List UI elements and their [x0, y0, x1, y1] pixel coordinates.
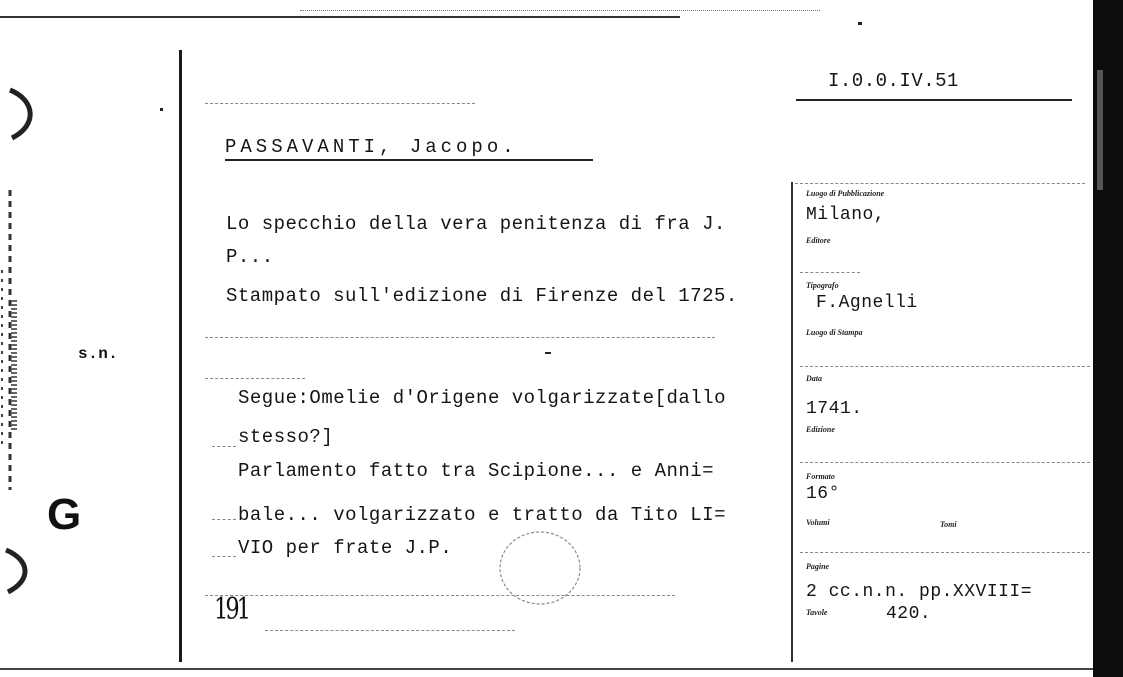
author-underline: [225, 159, 593, 161]
stray-mark: [858, 22, 862, 25]
classification-letter: G: [47, 490, 82, 539]
notes-line-1: Segue:Omelie d'Origene volgarizzate[dallo: [238, 387, 726, 409]
printer-value: F.Agnelli: [816, 293, 918, 313]
format-label: Formato: [806, 472, 835, 481]
field-divider: [800, 552, 1090, 553]
field-divider: [800, 462, 1090, 463]
guide-line: [205, 595, 675, 596]
handwritten-number: 191: [214, 592, 248, 627]
left-edge-binding: [0, 70, 40, 630]
print-place-label: Luogo di Stampa: [806, 328, 863, 337]
guide-line: [212, 446, 236, 447]
date-value: 1741.: [806, 399, 863, 419]
notes-line-4: bale... volgarizzato e tratto da Tito LI=: [238, 504, 726, 526]
guide-line: [212, 556, 236, 557]
margin-rule: [179, 50, 182, 662]
publisher-label: Editore: [806, 236, 831, 245]
author-heading: PASSAVANTI, Jacopo.: [225, 136, 518, 158]
top-edge-dots: [300, 10, 820, 11]
shelfmark-underline: [796, 99, 1072, 101]
notes-line-2: stesso?]: [238, 426, 334, 448]
notes-line-5: VIO per frate J.P.: [238, 537, 453, 559]
stray-mark: [160, 108, 163, 111]
printer-label: Tipografo: [806, 281, 839, 290]
title-line-1: Lo specchio della vera penitenza di fra J.: [226, 213, 726, 235]
plates-value: 420.: [886, 604, 932, 624]
field-panel-left-rule: [791, 182, 793, 662]
format-value: 16°: [806, 484, 840, 504]
volumes-label: Volumi: [806, 518, 830, 527]
field-panel-top: [795, 183, 1085, 184]
title-line-2: P...: [226, 246, 274, 268]
guide-line: [205, 378, 305, 379]
sine-nomine-mark: s.n.: [78, 345, 119, 363]
guide-line: [205, 103, 475, 104]
bottom-edge-line: [0, 668, 1093, 670]
edition-label: Edizione: [806, 425, 835, 434]
card-right-edge-highlight: [1097, 70, 1103, 190]
field-divider: [800, 272, 860, 273]
pages-label: Pagine: [806, 562, 830, 571]
faint-stamp-circle: [495, 528, 585, 608]
guide-line: [205, 337, 715, 338]
tomes-label: Tomi: [940, 520, 957, 529]
stray-mark: [545, 352, 551, 354]
plates-label: Tavole: [806, 608, 828, 617]
place-value: Milano,: [806, 205, 886, 225]
date-label: Data: [806, 374, 822, 383]
shelfmark: I.0.0.IV.51: [828, 70, 959, 92]
pages-value: 2 cc.n.n. pp.XXVIII=: [806, 582, 1033, 602]
place-label: Luogo di Pubblicazione: [806, 189, 885, 198]
top-edge-line: [0, 16, 680, 18]
title-line-3: Stampato sull'edizione di Firenze del 1725.: [226, 285, 738, 307]
notes-line-3: Parlamento fatto tra Scipione... e Anni=: [238, 460, 715, 482]
guide-line: [265, 630, 515, 631]
guide-line: [212, 519, 236, 520]
field-divider: [800, 366, 1090, 367]
